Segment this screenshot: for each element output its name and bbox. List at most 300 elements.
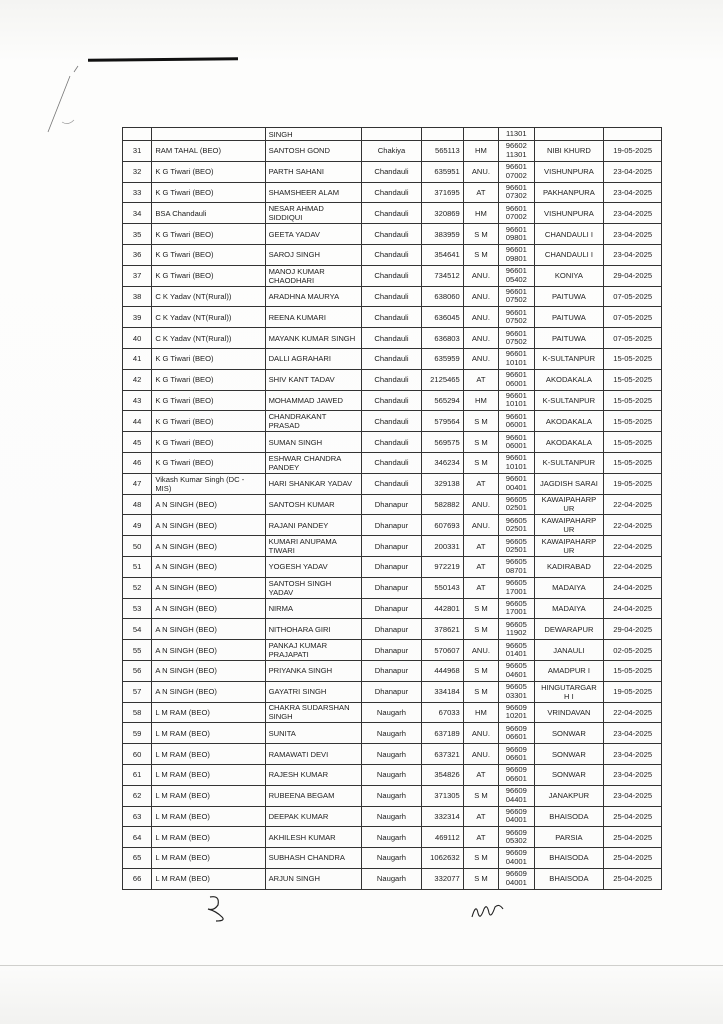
cell-sno: 46 <box>123 452 152 473</box>
cell-name: PANKAJ KUMAR PRAJAPATI <box>265 640 361 661</box>
cell-sno: 66 <box>123 868 152 889</box>
cell-code: 96605 02501 <box>499 494 534 515</box>
cell-id: 378621 <box>422 619 463 640</box>
table-row <box>123 161 662 182</box>
cell-designation <box>463 128 498 141</box>
cell-designation: S M <box>463 224 498 245</box>
cell-name: CHANDRAKANT PRASAD <box>265 411 361 432</box>
cell-school: KAWAIPAHARP UR <box>534 494 604 515</box>
cell-school: KADIRABAD <box>534 556 604 577</box>
table-row <box>123 390 662 411</box>
table-row <box>123 432 662 453</box>
cell-code: 96605 02501 <box>499 515 534 536</box>
cell-date: 07-05-2025 <box>604 307 662 328</box>
cell-id: 569575 <box>422 432 463 453</box>
cell-designation: AT <box>463 827 498 848</box>
cell-id: 579564 <box>422 411 463 432</box>
cell-id: 371305 <box>422 785 463 806</box>
cell-sno: 63 <box>123 806 152 827</box>
cell-code: 96605 01401 <box>499 640 534 661</box>
cell-designation: ANU. <box>463 286 498 307</box>
cell-block: Chandauli <box>361 348 422 369</box>
cell-code: 96609 04001 <box>499 868 534 889</box>
cell-school: K-SULTANPUR <box>534 348 604 369</box>
signature-mark-right <box>468 897 508 925</box>
cell-sno: 62 <box>123 785 152 806</box>
cell-id: 734512 <box>422 265 463 286</box>
cell-officer: K G Tiwari (BEO) <box>152 224 265 245</box>
cell-designation: HM <box>463 390 498 411</box>
table-row <box>123 660 662 681</box>
cell-block: Dhanapur <box>361 660 422 681</box>
cell-name: RAJANI PANDEY <box>265 515 361 536</box>
cell-block: Chandauli <box>361 161 422 182</box>
cell-officer: K G Tiwari (BEO) <box>152 244 265 265</box>
cell-name: NIRMA <box>265 598 361 619</box>
cell-date: 19-05-2025 <box>604 473 662 494</box>
cell-officer: K G Tiwari (BEO) <box>152 411 265 432</box>
cell-name: ARJUN SINGH <box>265 868 361 889</box>
table-row <box>123 182 662 203</box>
table-row <box>123 806 662 827</box>
cell-block: Naugarh <box>361 868 422 889</box>
table-row <box>123 265 662 286</box>
cell-sno: 61 <box>123 764 152 785</box>
table-row <box>123 307 662 328</box>
cell-officer: C K Yadav (NT(Rural)) <box>152 328 265 349</box>
cell-officer: K G Tiwari (BEO) <box>152 369 265 390</box>
cell-id: 320869 <box>422 203 463 224</box>
cell-block: Chandauli <box>361 432 422 453</box>
cell-sno: 40 <box>123 328 152 349</box>
cell-sno: 60 <box>123 744 152 765</box>
cell-designation: AT <box>463 536 498 557</box>
cell-date: 23-04-2025 <box>604 224 662 245</box>
cell-school: BHAISODA <box>534 848 604 869</box>
cell-name: NITHOHARA GIRI <box>265 619 361 640</box>
cell-id: 1062632 <box>422 848 463 869</box>
cell-id: 565113 <box>422 141 463 162</box>
cell-designation: S M <box>463 619 498 640</box>
cell-sno: 57 <box>123 681 152 702</box>
cell-code: 96601 07002 <box>499 161 534 182</box>
cell-block: Dhanapur <box>361 640 422 661</box>
cell-name: SANTOSH GOND <box>265 141 361 162</box>
cell-date: 22-04-2025 <box>604 556 662 577</box>
cell-name: ESHWAR CHANDRA PANDEY <box>265 452 361 473</box>
cell-sno: 37 <box>123 265 152 286</box>
cell-school: PAITUWA <box>534 307 604 328</box>
cell-officer: A N SINGH (BEO) <box>152 515 265 536</box>
table-row <box>123 598 662 619</box>
cell-code: 96609 10201 <box>499 702 534 723</box>
cell-school: KAWAIPAHARP UR <box>534 515 604 536</box>
cell-date: 22-04-2025 <box>604 515 662 536</box>
cell-date: 02-05-2025 <box>604 640 662 661</box>
cell-name: MOHAMMAD JAWED <box>265 390 361 411</box>
cell-code: 96605 04601 <box>499 660 534 681</box>
table-row <box>123 681 662 702</box>
cell-designation: ANU. <box>463 744 498 765</box>
cell-officer: A N SINGH (BEO) <box>152 598 265 619</box>
cell-name: SAROJ SINGH <box>265 244 361 265</box>
cell-block: Chandauli <box>361 224 422 245</box>
table-row <box>123 141 662 162</box>
table-row <box>123 785 662 806</box>
cell-name: SUBHASH CHANDRA <box>265 848 361 869</box>
cell-date: 07-05-2025 <box>604 328 662 349</box>
cell-date: 25-04-2025 <box>604 827 662 848</box>
cell-designation: HM <box>463 203 498 224</box>
cell-date: 23-04-2025 <box>604 244 662 265</box>
cell-name: YOGESH YADAV <box>265 556 361 577</box>
cell-designation: S M <box>463 411 498 432</box>
cell-officer: Vikash Kumar Singh (DC - MIS) <box>152 473 265 494</box>
cell-id: 638060 <box>422 286 463 307</box>
cell-name: CHAKRA SUDARSHAN SINGH <box>265 702 361 723</box>
cell-block: Dhanapur <box>361 681 422 702</box>
cell-officer: K G Tiwari (BEO) <box>152 182 265 203</box>
cell-school: VISHUNPURA <box>534 161 604 182</box>
cell-sno: 39 <box>123 307 152 328</box>
cell-id: 371695 <box>422 182 463 203</box>
cell-id: 332314 <box>422 806 463 827</box>
cell-sno: 58 <box>123 702 152 723</box>
cell-code: 96609 06601 <box>499 744 534 765</box>
cell-officer: A N SINGH (BEO) <box>152 577 265 598</box>
cell-date: 19-05-2025 <box>604 141 662 162</box>
cell-officer: K G Tiwari (BEO) <box>152 432 265 453</box>
cell-sno: 43 <box>123 390 152 411</box>
cell-block <box>361 128 422 141</box>
cell-block: Chandauli <box>361 182 422 203</box>
cell-officer: L M RAM (BEO) <box>152 848 265 869</box>
cell-name: SINGH <box>265 128 361 141</box>
cell-officer: A N SINGH (BEO) <box>152 640 265 661</box>
cell-designation: ANU. <box>463 515 498 536</box>
cell-name: MAYANK KUMAR SINGH <box>265 328 361 349</box>
cell-id: 383959 <box>422 224 463 245</box>
cell-designation: ANU. <box>463 723 498 744</box>
cell-name: AKHILESH KUMAR <box>265 827 361 848</box>
cell-id: 354641 <box>422 244 463 265</box>
table-row <box>123 473 662 494</box>
cell-school: MADAIYA <box>534 577 604 598</box>
cell-id: 637189 <box>422 723 463 744</box>
cell-designation: S M <box>463 848 498 869</box>
cell-name: HARI SHANKAR YADAV <box>265 473 361 494</box>
cell-block: Naugarh <box>361 744 422 765</box>
cell-school: BHAISODA <box>534 806 604 827</box>
cell-designation: S M <box>463 432 498 453</box>
cell-officer: L M RAM (BEO) <box>152 806 265 827</box>
cell-school: AKODAKALA <box>534 369 604 390</box>
cell-code: 96609 04001 <box>499 806 534 827</box>
cell-officer: K G Tiwari (BEO) <box>152 348 265 369</box>
table-row <box>123 868 662 889</box>
cell-name: DEEPAK KUMAR <box>265 806 361 827</box>
cell-date: 24-04-2025 <box>604 598 662 619</box>
cell-code: 96601 07502 <box>499 328 534 349</box>
table-row <box>123 556 662 577</box>
cell-block: Dhanapur <box>361 619 422 640</box>
table-row <box>123 723 662 744</box>
cell-designation: AT <box>463 556 498 577</box>
cell-designation: ANU. <box>463 265 498 286</box>
cell-id: 636803 <box>422 328 463 349</box>
pen-scribble-mark <box>40 62 90 142</box>
cell-officer: A N SINGH (BEO) <box>152 619 265 640</box>
cell-school: PAKHANPURA <box>534 182 604 203</box>
table-row <box>123 494 662 515</box>
cell-date: 23-04-2025 <box>604 203 662 224</box>
table-row <box>123 744 662 765</box>
cell-sno: 56 <box>123 660 152 681</box>
cell-name: KUMARI ANUPAMA TIWARI <box>265 536 361 557</box>
cell-date: 29-04-2025 <box>604 619 662 640</box>
cell-code: 96602 11301 <box>499 141 534 162</box>
cell-sno: 53 <box>123 598 152 619</box>
cell-id: 444968 <box>422 660 463 681</box>
cell-officer: A N SINGH (BEO) <box>152 681 265 702</box>
cell-name: SANTOSH KUMAR <box>265 494 361 515</box>
cell-block: Dhanapur <box>361 598 422 619</box>
table-row <box>123 244 662 265</box>
cell-name: GAYATRI SINGH <box>265 681 361 702</box>
cell-name: NESAR AHMAD SIDDIQUI <box>265 203 361 224</box>
cell-code: 96605 17001 <box>499 577 534 598</box>
cell-designation: S M <box>463 681 498 702</box>
cell-code: 96601 07502 <box>499 307 534 328</box>
cell-name: SHIV KANT TADAV <box>265 369 361 390</box>
table-row <box>123 224 662 245</box>
cell-designation: S M <box>463 598 498 619</box>
cell-id: 332077 <box>422 868 463 889</box>
cell-code: 96609 05302 <box>499 827 534 848</box>
cell-officer: RAM TAHAL (BEO) <box>152 141 265 162</box>
cell-school: SONWAR <box>534 764 604 785</box>
cell-school: BHAISODA <box>534 868 604 889</box>
cell-date: 22-04-2025 <box>604 702 662 723</box>
cell-block: Chandauli <box>361 203 422 224</box>
cell-sno: 64 <box>123 827 152 848</box>
cell-code: 96601 09801 <box>499 224 534 245</box>
cell-block: Naugarh <box>361 764 422 785</box>
cell-block: Dhanapur <box>361 515 422 536</box>
cell-block: Dhanapur <box>361 556 422 577</box>
cell-sno: 34 <box>123 203 152 224</box>
cell-block: Chandauli <box>361 452 422 473</box>
cell-sno <box>123 128 152 141</box>
cell-date: 25-04-2025 <box>604 806 662 827</box>
cell-designation: ANU. <box>463 640 498 661</box>
cell-date: 15-05-2025 <box>604 452 662 473</box>
cell-name: RUBEENA BEGAM <box>265 785 361 806</box>
cell-date: 25-04-2025 <box>604 848 662 869</box>
cell-id: 334184 <box>422 681 463 702</box>
cell-date: 07-05-2025 <box>604 286 662 307</box>
cell-officer: K G Tiwari (BEO) <box>152 390 265 411</box>
cell-designation: HM <box>463 141 498 162</box>
cell-sno: 35 <box>123 224 152 245</box>
cell-block: Dhanapur <box>361 494 422 515</box>
cell-sno: 52 <box>123 577 152 598</box>
cell-school: AMADPUR I <box>534 660 604 681</box>
cell-date: 22-04-2025 <box>604 494 662 515</box>
cell-date: 24-04-2025 <box>604 577 662 598</box>
cell-date: 19-05-2025 <box>604 681 662 702</box>
cell-school: KAWAIPAHARP UR <box>534 536 604 557</box>
cell-sno: 31 <box>123 141 152 162</box>
cell-id: 607693 <box>422 515 463 536</box>
cell-block: Chakiya <box>361 141 422 162</box>
cell-officer: K G Tiwari (BEO) <box>152 265 265 286</box>
table-row <box>123 702 662 723</box>
cell-id: 329138 <box>422 473 463 494</box>
cell-date: 23-04-2025 <box>604 785 662 806</box>
cell-sno: 41 <box>123 348 152 369</box>
cell-code: 11301 <box>499 128 534 141</box>
cell-date <box>604 128 662 141</box>
cell-code: 96609 06601 <box>499 764 534 785</box>
cell-officer: BSA Chandauli <box>152 203 265 224</box>
cell-block: Chandauli <box>361 390 422 411</box>
cell-id: 469112 <box>422 827 463 848</box>
cell-block: Chandauli <box>361 244 422 265</box>
cell-date: 15-05-2025 <box>604 432 662 453</box>
cell-name: PARTH SAHANI <box>265 161 361 182</box>
cell-id: 636045 <box>422 307 463 328</box>
cell-designation: ANU. <box>463 161 498 182</box>
cell-designation: HM <box>463 702 498 723</box>
cell-code: 96605 11902 <box>499 619 534 640</box>
cell-date: 29-04-2025 <box>604 265 662 286</box>
cell-code: 96605 03301 <box>499 681 534 702</box>
cell-name: MANOJ KUMAR CHAODHARI <box>265 265 361 286</box>
cell-name: SANTOSH SINGH YADAV <box>265 577 361 598</box>
table-row <box>123 286 662 307</box>
cell-code: 96601 10101 <box>499 390 534 411</box>
table-row <box>123 577 662 598</box>
cell-code: 96601 05402 <box>499 265 534 286</box>
cell-block: Chandauli <box>361 369 422 390</box>
cell-school: PAITUWA <box>534 328 604 349</box>
cell-date: 23-04-2025 <box>604 182 662 203</box>
cell-school: VRINDAVAN <box>534 702 604 723</box>
cell-id: 972219 <box>422 556 463 577</box>
cell-officer: A N SINGH (BEO) <box>152 494 265 515</box>
table-row-continued <box>123 128 662 141</box>
cell-school: HINGUTARGAR H I <box>534 681 604 702</box>
cell-id: 582882 <box>422 494 463 515</box>
cell-id: 635959 <box>422 348 463 369</box>
table-row <box>123 536 662 557</box>
cell-name: RAMAWATI DEVI <box>265 744 361 765</box>
cell-id: 565294 <box>422 390 463 411</box>
cell-designation: AT <box>463 182 498 203</box>
cell-name: GEETA YADAV <box>265 224 361 245</box>
cell-officer: A N SINGH (BEO) <box>152 660 265 681</box>
cell-date: 23-04-2025 <box>604 744 662 765</box>
cell-officer: L M RAM (BEO) <box>152 785 265 806</box>
cell-id: 442801 <box>422 598 463 619</box>
cell-sno: 47 <box>123 473 152 494</box>
cell-date: 15-05-2025 <box>604 411 662 432</box>
cell-designation: S M <box>463 452 498 473</box>
cell-name: SHAMSHEER ALAM <box>265 182 361 203</box>
cell-designation: S M <box>463 660 498 681</box>
cell-block: Naugarh <box>361 848 422 869</box>
cell-id: 200331 <box>422 536 463 557</box>
cell-sno: 59 <box>123 723 152 744</box>
cell-designation: ANU. <box>463 328 498 349</box>
cell-officer: K G Tiwari (BEO) <box>152 161 265 182</box>
cell-designation: S M <box>463 868 498 889</box>
cell-school: SONWAR <box>534 744 604 765</box>
cell-code: 96601 10101 <box>499 348 534 369</box>
cell-school <box>534 128 604 141</box>
cell-block: Chandauli <box>361 286 422 307</box>
cell-school: DEWARAPUR <box>534 619 604 640</box>
cell-school: MADAIYA <box>534 598 604 619</box>
cell-code: 96601 07502 <box>499 286 534 307</box>
cell-sno: 49 <box>123 515 152 536</box>
table-row <box>123 369 662 390</box>
cell-officer: L M RAM (BEO) <box>152 764 265 785</box>
cell-date: 22-04-2025 <box>604 536 662 557</box>
cell-school: PAITUWA <box>534 286 604 307</box>
table-row <box>123 640 662 661</box>
table-row <box>123 619 662 640</box>
teacher-roster-table <box>122 127 662 890</box>
cell-id <box>422 128 463 141</box>
cell-date: 15-05-2025 <box>604 660 662 681</box>
cell-id: 635951 <box>422 161 463 182</box>
signature-mark-left <box>200 893 240 923</box>
cell-block: Naugarh <box>361 827 422 848</box>
cell-code: 96605 08701 <box>499 556 534 577</box>
cell-officer: L M RAM (BEO) <box>152 868 265 889</box>
table-row <box>123 328 662 349</box>
cell-date: 15-05-2025 <box>604 390 662 411</box>
cell-designation: ANU. <box>463 348 498 369</box>
cell-code: 96605 02501 <box>499 536 534 557</box>
table-row <box>123 452 662 473</box>
table-row <box>123 848 662 869</box>
cell-code: 96609 04001 <box>499 848 534 869</box>
cell-sno: 32 <box>123 161 152 182</box>
cell-school: K-SULTANPUR <box>534 452 604 473</box>
cell-officer: A N SINGH (BEO) <box>152 556 265 577</box>
cell-school: KONIYA <box>534 265 604 286</box>
cell-id: 570607 <box>422 640 463 661</box>
cell-id: 67033 <box>422 702 463 723</box>
table-row <box>123 515 662 536</box>
cell-date: 23-04-2025 <box>604 764 662 785</box>
cell-school: AKODAKALA <box>534 432 604 453</box>
cell-designation: S M <box>463 785 498 806</box>
cell-block: Naugarh <box>361 702 422 723</box>
cell-officer <box>152 128 265 141</box>
cell-sno: 55 <box>123 640 152 661</box>
cell-code: 96609 04401 <box>499 785 534 806</box>
cell-school: NIBI KHURD <box>534 141 604 162</box>
cell-officer: C K Yadav (NT(Rural)) <box>152 286 265 307</box>
cell-sno: 33 <box>123 182 152 203</box>
cell-code: 96601 07002 <box>499 203 534 224</box>
cell-code: 96601 00401 <box>499 473 534 494</box>
cell-designation: AT <box>463 369 498 390</box>
